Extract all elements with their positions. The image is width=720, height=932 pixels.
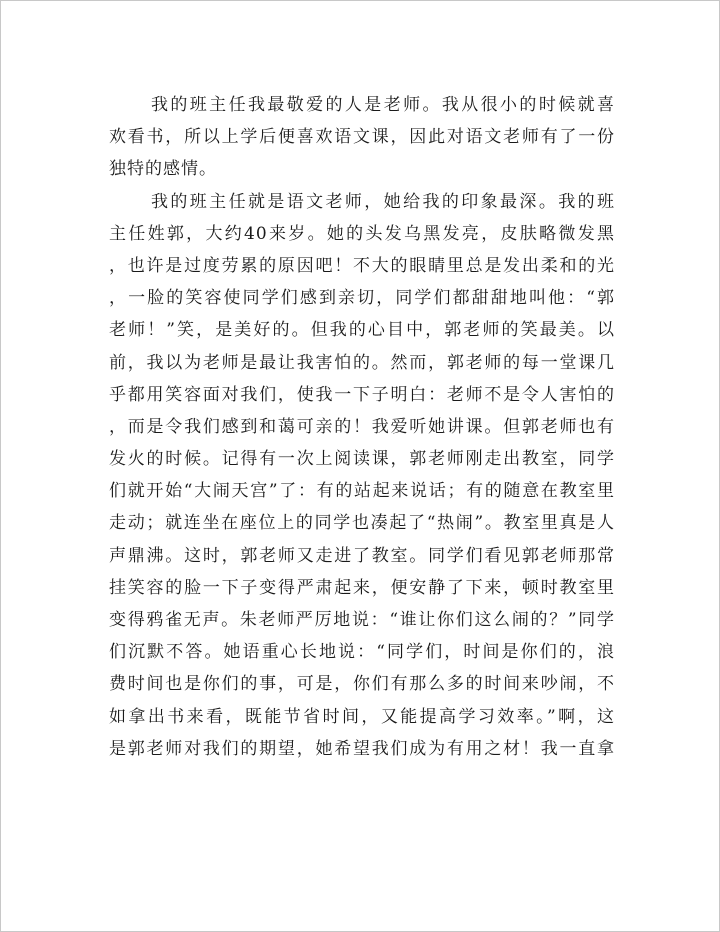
paragraph-2-line-17: 如拿出书来看，既能节省时间，又能提高学习效率。”啊，这 xyxy=(109,706,615,727)
paragraph-2-line-8: ，而是令我们感到和蔼可亲的！我爱听她讲课。但郭老师也有 xyxy=(109,416,615,437)
paragraph-1-line-3: 独特的感情。 xyxy=(109,159,217,180)
paragraph-2-line-1: 我的班主任就是语文老师，她给我的印象最深。我的班 xyxy=(151,191,615,212)
paragraph-2-line-11: 走动；就连坐在座位上的同学也凑起了“热闹”。教室里真是人 xyxy=(109,513,615,534)
paragraph-2-line-6: 前，我以为老师是最让我害怕的。然而，郭老师的每一堂课几 xyxy=(109,352,615,373)
document-body xyxy=(109,89,615,765)
paragraph-2-line-10: 们就开始“大闹天宫”了：有的站起来说话；有的随意在教室里 xyxy=(109,481,615,502)
paragraph-2-line-18: 是郭老师对我们的期望，她希望我们成为有用之材！我一直拿 xyxy=(109,738,615,759)
paragraph-2-line-2: 主任姓郭，大约40来岁。她的头发乌黑发亮，皮肤略微发黑 xyxy=(109,223,615,244)
paragraph-2-line-15: 们沉默不答。她语重心长地说：“同学们，时间是你们的，浪 xyxy=(109,642,615,663)
paragraph-2-line-14: 变得鸦雀无声。朱老师严厉地说：“谁让你们这么闹的？”同学 xyxy=(109,610,615,630)
paragraph-2-line-3: ，也许是过度劳累的原因吧！不大的眼睛里总是发出柔和的光 xyxy=(109,255,615,276)
paragraph-2-line-13: 挂笑容的脸一下子变得严肃起来，便安静了下来，顿时教室里 xyxy=(109,577,615,598)
paragraph-1-line-1: 我的班主任我最敬爱的人是老师。我从很小的时候就喜 xyxy=(151,95,615,115)
paragraph-1-line-2: 欢看书，所以上学后便喜欢语文课，因此对语文老师有了一份 xyxy=(109,127,615,148)
paragraph-2-line-12: 声鼎沸。这时，郭老师又走进了教室。同学们看见郭老师那常 xyxy=(109,545,615,566)
paragraph-2-line-7: 乎都用笑容面对我们，使我一下子明白：老师不是令人害怕的 xyxy=(109,384,615,405)
paragraph-2-line-9: 发火的时候。记得有一次上阅读课，郭老师刚走出教室，同学 xyxy=(109,449,615,470)
paragraph-2-line-16: 费时间也是你们的事，可是，你们有那么多的时间来吵闹，不 xyxy=(109,674,615,695)
paragraph-2-line-5: 老师！”笑，是美好的。但我的心目中，郭老师的笑最美。以 xyxy=(109,320,615,341)
paragraph-2-line-4: ，一脸的笑容使同学们感到亲切，同学们都甜甜地叫他：“郭 xyxy=(109,288,615,309)
